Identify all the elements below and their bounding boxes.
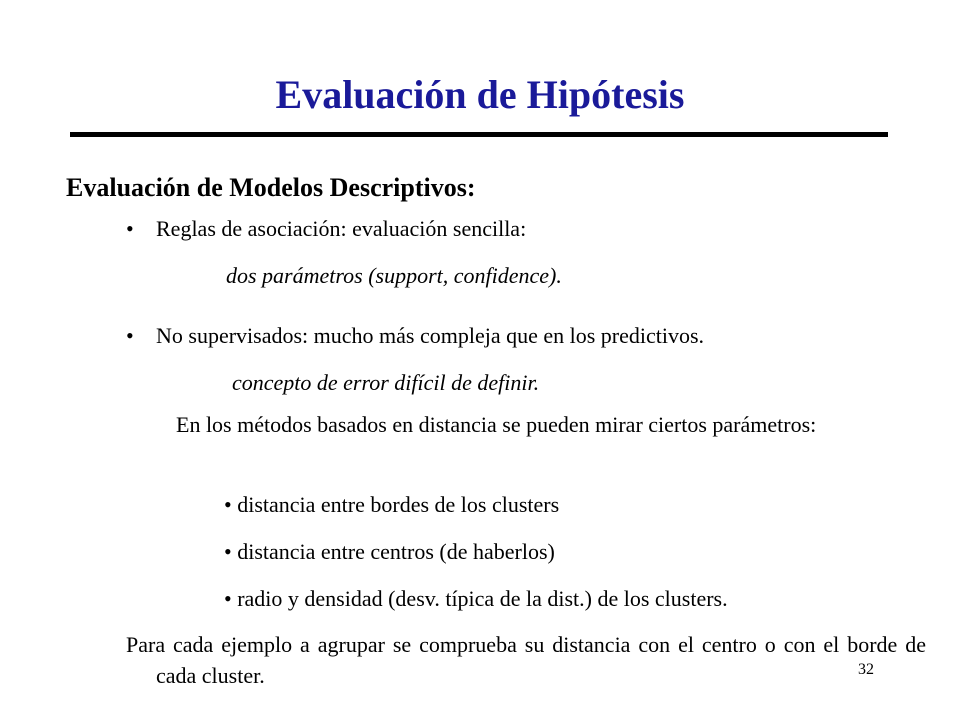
bullet-unsupervised bbox=[126, 321, 704, 351]
bullet-detail-unsupervised: concepto de error difícil de definir. bbox=[232, 370, 540, 395]
sub-bullet-center-distance: • distancia entre centros (de haberlos) bbox=[224, 539, 555, 564]
bullet-marker: • bbox=[126, 323, 134, 348]
bullet-marker: • bbox=[126, 216, 134, 241]
closing-text: Para cada ejemplo a agrupar se comprueba su distancia con el centro o con el borde de cada cluster. bbox=[126, 632, 926, 688]
page-number: 32 bbox=[858, 661, 874, 678]
title-divider bbox=[70, 132, 888, 137]
distance-methods-paragraph bbox=[176, 409, 926, 440]
sub-bullet-border-distance: • distancia entre bordes de los clusters bbox=[224, 492, 560, 517]
bullet-detail-association-rules: dos parámetros (support, confidence). bbox=[226, 263, 562, 288]
bullet-association-rules bbox=[126, 214, 526, 244]
section-heading: Evaluación de Modelos Descriptivos: bbox=[66, 173, 476, 202]
distance-methods-text: En los métodos basados en distancia se pueden mirar ciertos parámetros: bbox=[176, 412, 817, 437]
sub-bullet-radius-density: • radio y densidad (desv. típica de la dist.) de los clusters. bbox=[224, 586, 728, 611]
bullet-text: No supervisados: mucho más compleja que en los predictivos. bbox=[156, 323, 705, 348]
slide-title: Evaluación de Hipótesis bbox=[275, 72, 685, 117]
bullet-text: Reglas de asociación: evaluación sencilla: bbox=[156, 216, 527, 241]
closing-paragraph bbox=[126, 629, 926, 691]
